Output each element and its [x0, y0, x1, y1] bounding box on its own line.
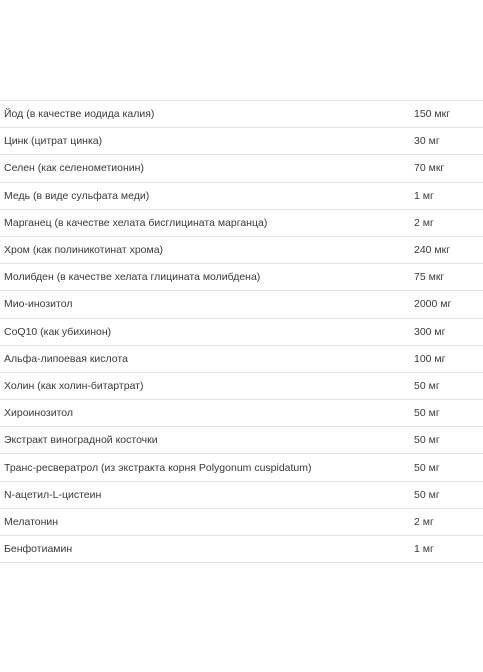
table-row — [0, 155, 483, 182]
nutrient-amount: 75 мкг — [414, 271, 445, 284]
table-row — [0, 101, 483, 128]
nutrient-amount: 70 мкг — [414, 162, 445, 175]
nutrient-name: Цинк (цитрат цинка) — [4, 135, 103, 148]
nutrient-name: Йод (в качестве иодида калия) — [4, 108, 155, 121]
nutrient-name: Мелатонин — [4, 515, 59, 528]
nutrient-amount: 100 мг — [414, 352, 446, 365]
nutrient-name: Хироинозитол — [4, 407, 74, 420]
table-row — [0, 400, 483, 427]
nutrient-table — [0, 100, 483, 563]
nutrient-amount: 2 мг — [414, 216, 434, 229]
nutrient-amount: 30 мг — [414, 135, 440, 148]
nutrient-name: N-ацетил-L-цистеин — [4, 488, 102, 501]
nutrient-name: Марганец (в качестве хелата бисглицината марганца) — [4, 216, 268, 229]
nutrient-amount: 240 мкг — [414, 244, 451, 257]
table-row — [0, 319, 483, 346]
table-row — [0, 509, 483, 536]
table-row — [0, 536, 483, 563]
nutrient-amount: 150 мкг — [414, 108, 451, 121]
nutrient-amount: 50 мг — [414, 461, 440, 474]
nutrient-name: Бенфотиамин — [4, 543, 73, 556]
table-row — [0, 183, 483, 210]
nutrient-amount: 2 мг — [414, 515, 434, 528]
table-row — [0, 264, 483, 291]
nutrient-amount: 50 мг — [414, 379, 440, 392]
nutrient-amount: 50 мг — [414, 488, 440, 501]
nutrient-amount: 2000 мг — [414, 298, 452, 311]
table-row — [0, 210, 483, 237]
nutrient-name: Экстракт виноградной косточки — [4, 434, 158, 447]
nutrient-name: Транс-ресвератрол (из экстракта корня Polygonum cuspidatum) — [4, 461, 312, 474]
table-row — [0, 237, 483, 264]
nutrient-amount: 50 мг — [414, 434, 440, 447]
nutrient-name: CoQ10 (как убихинон) — [4, 325, 112, 338]
nutrient-name: Мио-инозитол — [4, 298, 73, 311]
nutrient-name: Молибден (в качестве хелата глицината молибдена) — [4, 271, 261, 284]
nutrient-amount: 300 мг — [414, 325, 446, 338]
nutrient-name: Селен (как селенометионин) — [4, 162, 144, 175]
table-row — [0, 427, 483, 454]
nutrient-amount: 1 мг — [414, 543, 434, 556]
nutrient-amount: 1 мг — [414, 189, 434, 202]
table-row — [0, 346, 483, 373]
nutrient-name: Хром (как полиникотинат хрома) — [4, 244, 164, 257]
table-row — [0, 291, 483, 318]
nutrient-name: Холин (как холин-битартрат) — [4, 379, 144, 392]
nutrient-name: Альфа-липоевая кислота — [4, 352, 128, 365]
table-row — [0, 373, 483, 400]
table-row — [0, 128, 483, 155]
table-row — [0, 454, 483, 481]
table-row — [0, 482, 483, 509]
nutrient-amount: 50 мг — [414, 407, 440, 420]
nutrient-name: Медь (в виде сульфата меди) — [4, 189, 150, 202]
